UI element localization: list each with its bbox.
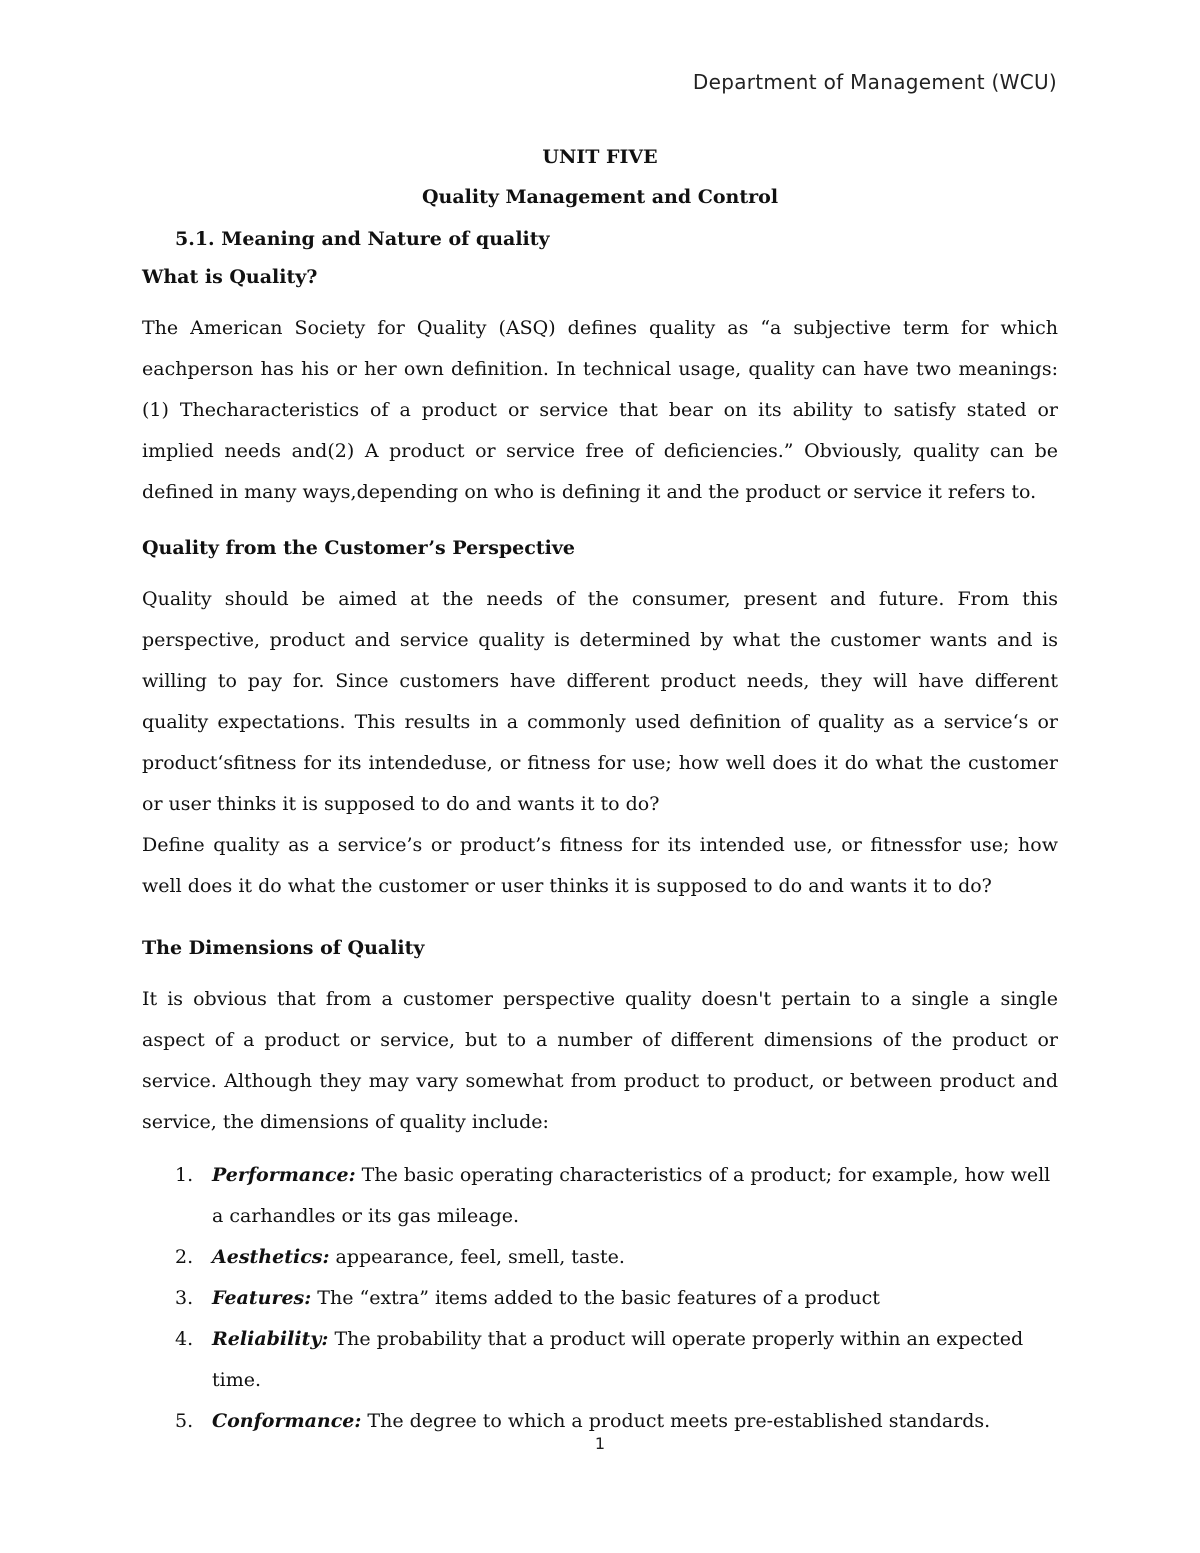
- page-content: [142, 142, 1058, 1442]
- list-item-text: appearance, feel, smell, taste.: [329, 1246, 625, 1268]
- list-item: [142, 1155, 1058, 1237]
- list-item-term: Aesthetics:: [212, 1246, 330, 1268]
- section-heading: 5.1. Meaning and Nature of quality: [175, 228, 550, 250]
- page-header: Department of Management (WCU): [692, 70, 1057, 94]
- list-item-text: The degree to which a product meets pre-established standards.: [361, 1410, 991, 1432]
- what-is-quality-heading: What is Quality?: [142, 266, 318, 288]
- list-item-number: 4.: [175, 1328, 194, 1350]
- list-item-number: 3.: [175, 1287, 194, 1309]
- list-item-term: Reliability:: [212, 1328, 329, 1350]
- list-item-number: 2.: [175, 1246, 194, 1268]
- list-item-text: The probability that a product will operate properly within an expected time.: [212, 1328, 1024, 1391]
- fitness-for-use-paragraph: Define quality as a service’s or product’s fitness for its intended use, or fitnessfor use; how well does it do what the customer or user thinks it is supposed to do and wants it to do?: [142, 834, 1058, 897]
- list-item-text: The “extra” items added to the basic features of a product: [311, 1287, 880, 1309]
- list-item-number: 1.: [175, 1164, 194, 1186]
- list-item-term: Performance:: [212, 1164, 356, 1186]
- unit-title: UNIT FIVE: [542, 146, 658, 168]
- chapter-title: Quality Management and Control: [421, 186, 779, 208]
- list-item-term: Features:: [212, 1287, 312, 1309]
- customer-perspective-heading: Quality from the Customer’s Perspective: [142, 537, 575, 559]
- list-item-number: 5.: [175, 1410, 194, 1432]
- list-item: [142, 1278, 1058, 1319]
- dimensions-heading: The Dimensions of Quality: [142, 937, 425, 959]
- page-number: 1: [594, 1434, 606, 1453]
- list-item: [142, 1319, 1058, 1401]
- list-item: [142, 1237, 1058, 1278]
- asq-definition-paragraph: The American Society for Quality (ASQ) defines quality as “a subjective term for which eachperson has his or her own definition. In technical usage, quality can have two meanings: (1) Thecharacteristics of a product or service that bear on its ability to satisfy stated or implied needs and(2) A product or service free of deficiencies.” Obviously, quality can be defined in many ways,depending on who is defining it and the product or service it refers to.: [142, 317, 1058, 503]
- customer-perspective-paragraph: Quality should be aimed at the needs of the consumer, present and future. From this perspective, product and service quality is determined by what the customer wants and is willing to pay for. Since customers have different product needs, they will have different quality expectations. This results in a commonly used definition of quality as a service‘s or product‘sfitness for its intendeduse, or fitness for use; how well does it do what the customer or user thinks it is supposed to do and wants it to do?: [142, 588, 1058, 815]
- list-item-term: Conformance:: [212, 1410, 362, 1432]
- list-item-text: The basic operating characteristics of a product; for example, how well a carhandles or its gas mileage.: [212, 1164, 1051, 1227]
- dimensions-intro-paragraph: It is obvious that from a customer perspective quality doesn't pertain to a single a single aspect of a product or service, but to a number of different dimensions of the product or service. Although they may vary somewhat from product to product, or between product and service, the dimensions of quality include:: [142, 988, 1058, 1133]
- dimensions-list: [142, 1155, 1058, 1442]
